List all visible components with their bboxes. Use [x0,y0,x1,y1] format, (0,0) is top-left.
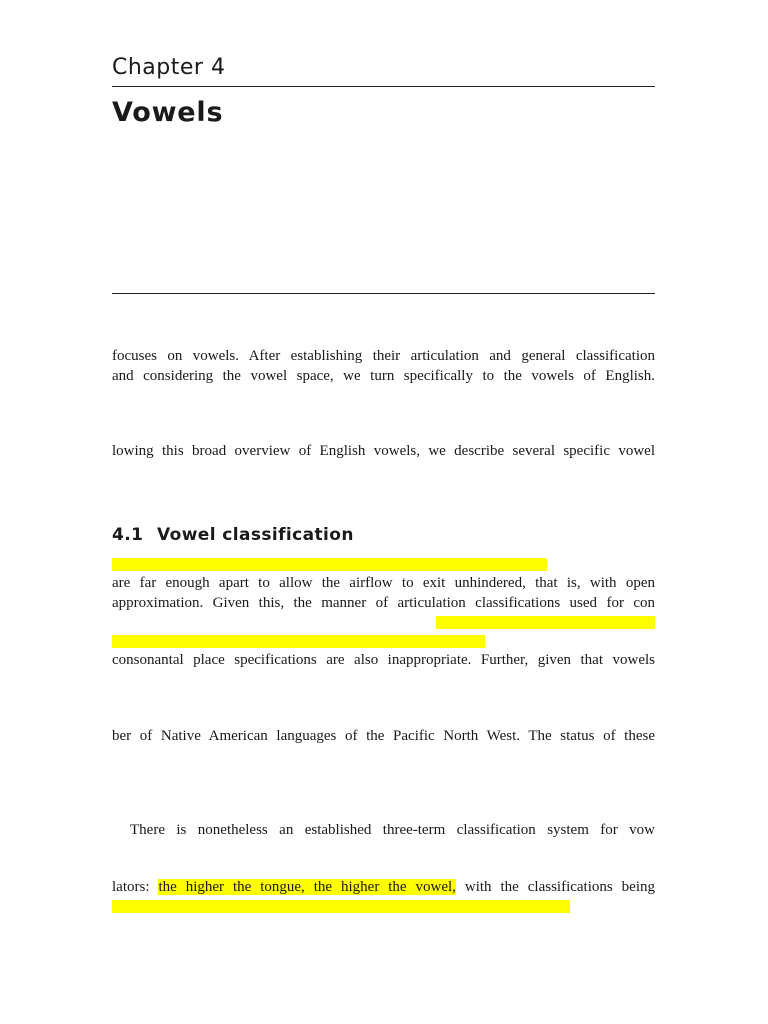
section-heading [112,524,354,546]
highlight-mark [112,635,485,648]
highlighted-phrase: the higher the tongue, the higher the vowel, [158,879,456,895]
section-line-6 [112,877,655,897]
intro-line-1: focuses on vowels. After establishing their articulation and general classification [112,348,655,364]
section-line-5: There is nonetheless an established three-term classification system for vow [130,822,655,838]
chapter-title: Vowels [112,97,224,128]
section-title: Vowel classification [157,525,354,545]
highlight-mark [112,900,570,913]
highlight-mark [436,616,655,629]
chapter-label: Chapter 4 [112,55,226,80]
intro-line-3: lowing this broad overview of English vowels, we describe several specific vowel [112,443,655,459]
intro-line-2: and considering the vowel space, we turn specifically to the vowels of English. [112,368,655,384]
highlight-mark [112,558,547,571]
section-line-3: consonantal place specifications are also inappropriate. Further, given that vowels [112,652,655,668]
line-text-after: with the classifications being [455,879,655,895]
section-line-1: are far enough apart to allow the airflow to exit unhindered, that is, with open [112,575,655,591]
chapter-rule-top [112,86,655,87]
section-line-2: approximation. Given this, the manner of articulation classifications used for con [112,595,655,611]
section-line-4: ber of Native American languages of the Pacific North West. The status of these [112,728,655,744]
section-number: 4.1 [112,525,144,545]
line-text-before: lators: [112,879,159,895]
chapter-rule-bottom [112,293,655,294]
